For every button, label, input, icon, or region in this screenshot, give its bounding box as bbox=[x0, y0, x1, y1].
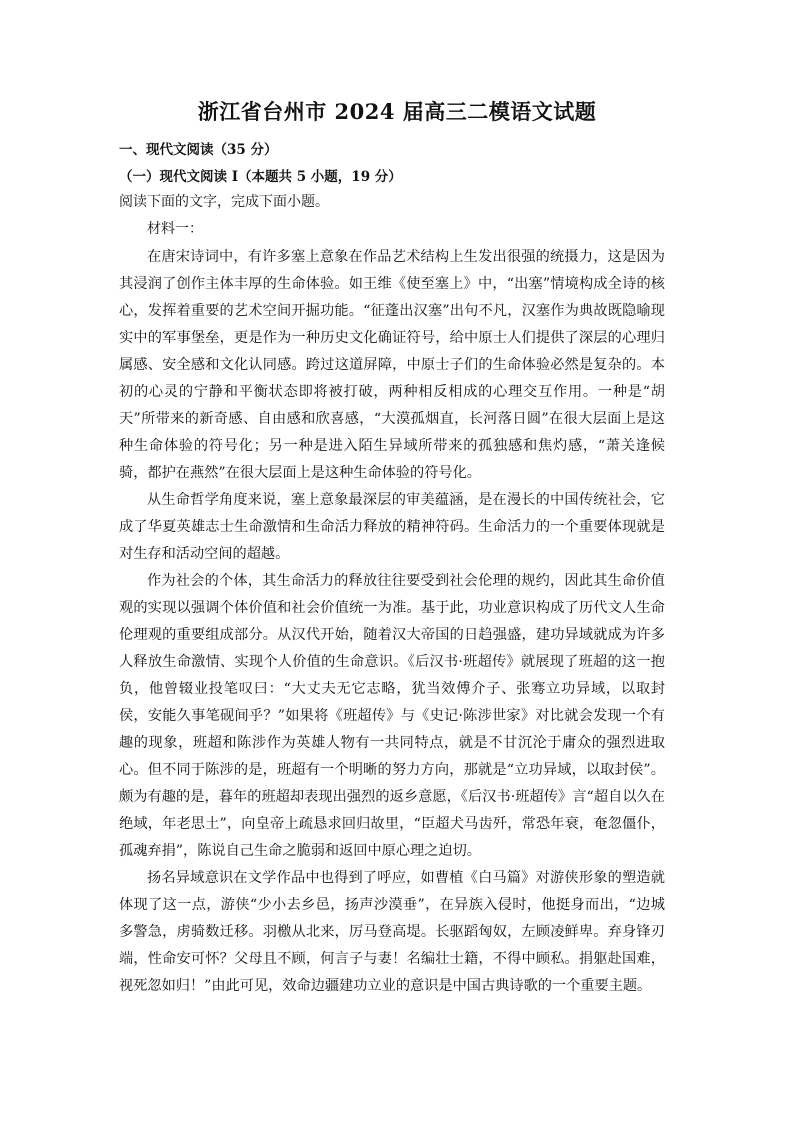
material-body bbox=[119, 244, 665, 1000]
reading-instruction: 阅读下面的文字，完成下面小题。 bbox=[119, 194, 329, 210]
paragraph: 在唐宋诗词中，有许多塞上意象在作品艺术结构上生发出很强的统摄力，这是因为其浸润了创作主体丰厚的生命体验。如王维《使至塞上》中，“出塞”情境构成全诗的核心，发挥着重要的艺术空间开掘功能。“征蓬出汉塞”出句不凡，汉塞作为典故既隐喻现实中的军事堡垒，更是作为一种历史文化确证符号，给中原士人们提供了深层的心理归属感、安全感和文化认同感。跨过这道屏障，中原士子们的生命体验必然是复杂的。本初的心灵的宁静和平衡状态即将被打破，两种相反相成的心理交互作用。一种是“胡天”所带来的新奇感、自由感和欣喜感，“大漠孤烟直，长河落日圆”在很大层面上是这种生命体验的符号化；另一种是进入陌生异域所带来的孤独感和焦灼感，“萧关逢候骑，都护在燕然”在很大层面上是这种生命体验的符号化。 bbox=[119, 249, 665, 481]
paragraph: 从生命哲学角度来说，塞上意象最深层的审美蕴涵，是在漫长的中国传统社会，它成了华夏英雄志士生命激情和生命活力释放的精神符码。生命活力的一个重要体现就是对生存和活动空间的超越。 bbox=[119, 492, 665, 562]
material-label: 材料一： bbox=[147, 221, 203, 237]
subsection-heading: （一）现代文阅读 I（本题共 5 小题，19 分） bbox=[119, 169, 402, 185]
page-title: 浙江省台州市 2024 届高三二模语文试题 bbox=[197, 99, 597, 124]
paragraph: 扬名异域意识在文学作品中也得到了呼应，如曹植《白马篇》对游侠形象的塑造就体现了这一点，游侠“少小去乡邑，扬声沙漠垂”，在异族入侵时，他挺身而出，“边城多警急，虏骑数迁移。羽檄从北来，厉马登高堤。长驱蹈匈奴，左顾凌鲜卑。弃身锋刃端，性命安可怀？父母且不顾，何言子与妻！名编壮士籍，不得中顾私。捐躯赴国难，视死忽如归！”由此可见，效命边疆建功立业的意识是中国古典诗歌的一个重要主题。 bbox=[119, 870, 665, 994]
section-heading: 一、现代文阅读（35 分） bbox=[119, 142, 278, 158]
paragraph: 作为社会的个体，其生命活力的释放往往要受到社会伦理的规约，因此其生命价值观的实现以强调个体价值和社会价值统一为准。基于此，功业意识构成了历代文人生命伦理观的重要组成部分。从汉代开始，随着汉大帝国的日趋强盛，建功异域就成为许多人释放生命激情、实现个人价值的生命意识。《后汉书·班超传》就展现了班超的这一抱负，他曾辍业投笔叹曰：“大丈夫无它志略，犹当效傅介子、张骞立功异域，以取封侯，安能久事笔砚间乎？”如果将《班超传》与《史记·陈涉世家》对比就会发现一个有趣的现象，班超和陈涉作为英雄人物有一共同特点，就是不甘沉沦于庸众的强烈进取心。但不同于陈涉的是，班超有一个明晰的努力方向，那就是“立功异域，以取封侯”。颇为有趣的是，暮年的班超却表现出强烈的返乡意愿，《后汉书·班超传》言“超自以久在绝域，年老思土”，向皇帝上疏恳求回归故里，“臣超犬马齿歼，常恐年衰，奄忽僵仆，孤魂弃捐”，陈说自己生命之脆弱和返回中原心理之迫切。 bbox=[119, 573, 665, 859]
